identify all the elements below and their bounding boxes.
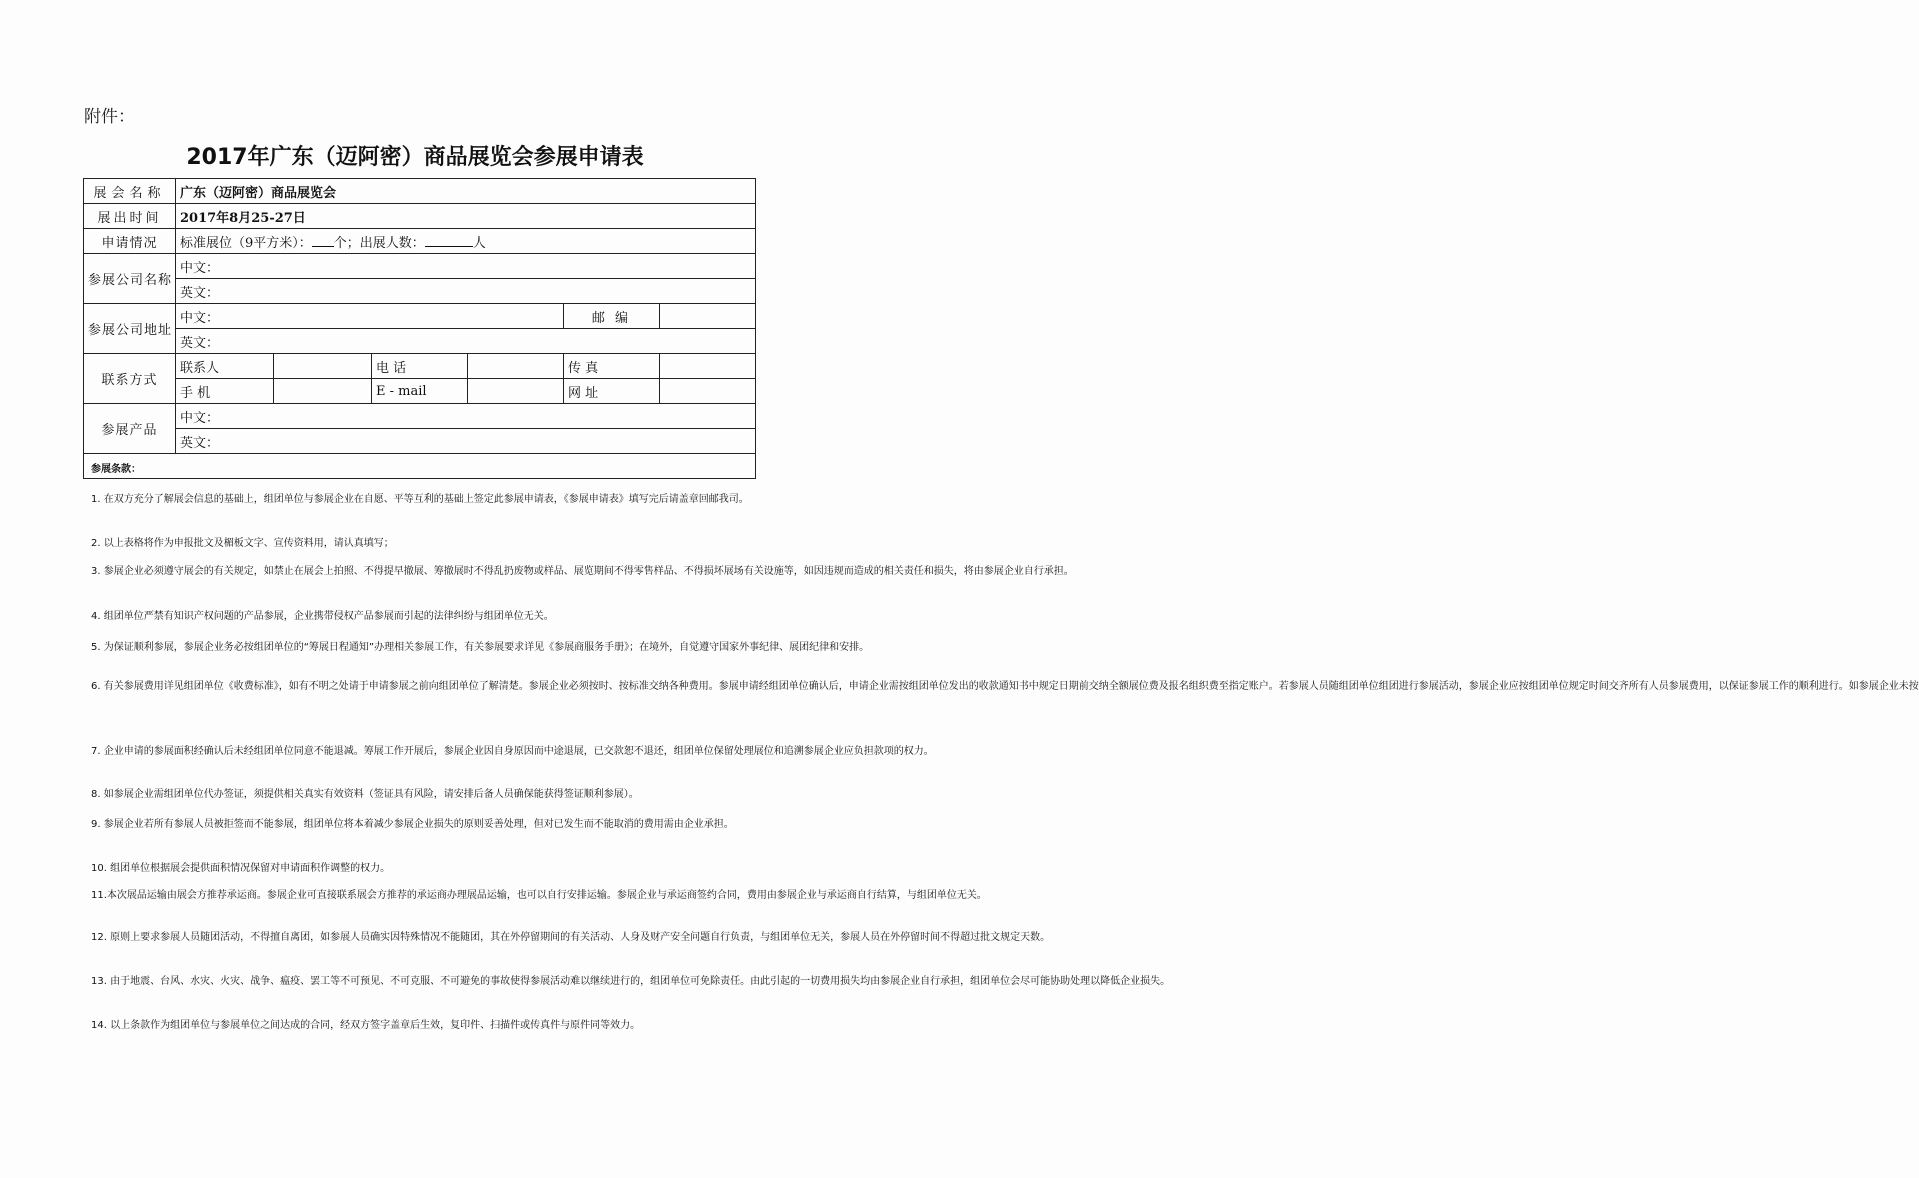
term-item: 3. 参展企业必须遵守展会的有关规定，如禁止在展会上拍照、不得提早撤展、筹撤展时不得乱扔废物或样品、展览期间不得零售样品、不得损坏展场有关设施等，如因违规而造成的相关责任和损失，将由参展企业自行承担。 xyxy=(91,566,1074,577)
company-address-cn-field[interactable] xyxy=(176,304,564,329)
booth-count-blank[interactable] xyxy=(312,234,334,247)
terms-cell xyxy=(84,454,1919,1031)
phone-field[interactable] xyxy=(468,354,564,379)
term-item: 10. 组团单位根据展会提供面积情况保留对申请面积作调整的权力。 xyxy=(91,863,391,874)
term-item: 11.本次展品运输由展会方推荐承运商。参展企业可直接联系展会方推荐的承运商办理展品运输，也可以自行安排运输。参展企业与承运商签约合同，费用由参展企业与承运商自行结算，与组团单位无关。 xyxy=(91,890,987,901)
website-label: 网 址 xyxy=(564,379,660,404)
exhibition-time-value: 2017年8月25-27日 xyxy=(176,204,756,229)
term-item: 13. 由于地震、台风、水灾、火灾、战争、瘟疫、罢工等不可预见、不可克服、不可避免的事故使得参展活动难以继续进行的，组团单位可免除责任。由此引起的一切费用损失均由参展企业自行承担，组团单位会尽可能协助处理以降低企业损失。 xyxy=(91,976,1171,987)
contact-person-field[interactable] xyxy=(274,354,372,379)
term-item: 12. 原则上要求参展人员随团活动，不得擅自离团，如参展人员确实因特殊情况不能随团，其在外停留期间的有关活动、人身及财产安全问题自行负责，与组团单位无关，参展人员在外停留时间不得超过批文规定天数。 xyxy=(91,932,1051,943)
count-unit: 个；出展人数： xyxy=(333,235,425,251)
application-form xyxy=(83,178,1919,1031)
english-label: 英文： xyxy=(180,435,220,451)
term-item: 7. 企业申请的参展面积经确认后未经组团单位同意不能退减。筹展工作开展后，参展企业因自身原因而中途退展，已交款恕不退还，组团单位保留处理展位和追溯参展企业应负担款项的权力。 xyxy=(91,746,934,757)
email-field[interactable] xyxy=(468,379,564,404)
company-address-label: 参展公司地址 xyxy=(84,304,176,354)
people-count-blank[interactable] xyxy=(425,234,473,247)
exhibition-time-label: 展出时间 xyxy=(84,204,176,229)
products-en-field[interactable] xyxy=(176,429,756,454)
booth-label: 标准展位（9平方米）： xyxy=(180,235,312,251)
term-item: 5. 为保证顺利参展，参展企业务必按组团单位的“筹展日程通知”办理相关参展工作，有关参展要求详见《参展商服务手册》；在境外，自觉遵守国家外事纪律、展团纪律和安排。 xyxy=(91,642,870,653)
english-label: 英文： xyxy=(180,285,220,301)
company-name-label: 参展公司名称 xyxy=(84,254,176,304)
mobile-label: 手 机 xyxy=(176,379,274,404)
postcode-label: 邮 编 xyxy=(564,304,660,329)
terms-section xyxy=(91,454,1919,1031)
exhibition-name-label: 展会名称 xyxy=(84,179,176,204)
term-item: 9. 参展企业若所有参展人员被拒签而不能参展，组团单位将本着减少参展企业损失的原则妥善处理，但对已发生而不能取消的费用需由企业承担。 xyxy=(91,819,734,830)
terms-heading: 参展条款： xyxy=(91,464,141,475)
company-name-cn-field[interactable] xyxy=(176,254,756,279)
fax-field[interactable] xyxy=(660,354,756,379)
products-label: 参展产品 xyxy=(84,404,176,454)
company-address-en-field[interactable] xyxy=(176,329,756,354)
company-name-en-field[interactable] xyxy=(176,279,756,304)
term-item: 8. 如参展企业需组团单位代办签证，须提供相关真实有效资料（签证具有风险，请安排后备人员确保能获得签证顺利参展）。 xyxy=(91,789,639,800)
people-unit: 人 xyxy=(472,235,486,251)
english-label: 英文： xyxy=(180,335,220,351)
email-label: E - mail xyxy=(372,379,468,404)
website-field[interactable] xyxy=(660,379,756,404)
chinese-label: 中文： xyxy=(180,310,220,326)
mobile-field[interactable] xyxy=(274,379,372,404)
fax-label: 传 真 xyxy=(564,354,660,379)
postcode-field[interactable] xyxy=(660,304,756,329)
form-title: 2017年广东（迈阿密）商品展览会参展申请表 xyxy=(186,145,644,170)
exhibition-name-value: 广东（迈阿密）商品展览会 xyxy=(176,179,756,204)
term-item: 1. 在双方充分了解展会信息的基础上，组团单位与参展企业在自愿、平等互利的基础上签定此参展申请表，《参展申请表》填写完后请盖章回邮我司。 xyxy=(91,494,749,505)
phone-label: 电 话 xyxy=(372,354,468,379)
application-label: 申请情况 xyxy=(84,229,176,254)
term-item: 6. 有关参展费用详见组团单位《收费标准》，如有不明之处请于申请参展之前向组团单位了解清楚。参展企业必须按时、按标准交纳各种费用。参展申请经组团单位确认后，申请企业需按组团单位发出的收款通知书中规定日期前交纳全额展位费及报名组织费至指定账户。若参展人员随组团单位组团进行参展活动，参展企业应按组团单位规定时间交齐所有人员参展费用，以保证参展工作的顺利进行。如参展企业未按 xyxy=(91,681,1919,692)
chinese-label: 中文： xyxy=(180,410,220,426)
chinese-label: 中文： xyxy=(180,260,220,276)
contact-label: 联系方式 xyxy=(84,354,176,404)
contact-person-label: 联系人 xyxy=(176,354,274,379)
products-cn-field[interactable] xyxy=(176,404,756,429)
attachment-label: 附件： xyxy=(84,107,135,127)
application-field[interactable] xyxy=(176,229,756,254)
term-item: 4. 组团单位严禁有知识产权问题的产品参展，企业携带侵权产品参展而引起的法律纠纷与组团单位无关。 xyxy=(91,611,554,622)
term-item: 14. 以上条款作为组团单位与参展单位之间达成的合同，经双方签字盖章后生效，复印件、扫描件或传真件与原件同等效力。 xyxy=(91,1020,641,1031)
term-item: 2. 以上表格将作为申报批文及楣板文字、宣传资料用，请认真填写； xyxy=(91,538,394,549)
